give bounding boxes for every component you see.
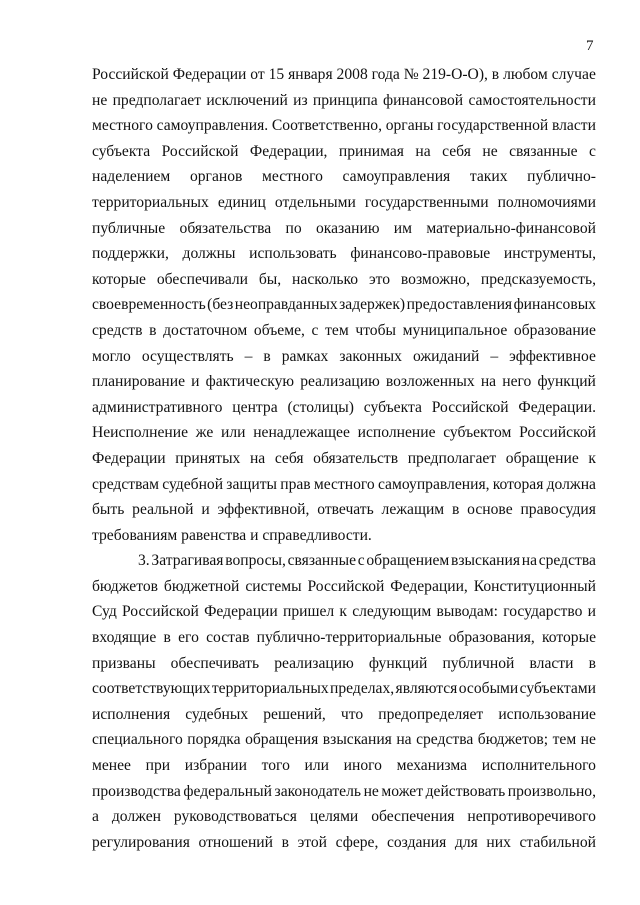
word: любом [503,66,548,83]
word: предсказуемость, [480,270,596,288]
word: средства [416,731,474,749]
word: должен [111,808,161,826]
word: на [415,142,431,160]
text-line [92,369,596,395]
word: этой [297,833,328,851]
word: оказанию [315,219,380,237]
word: субъекта [363,398,422,416]
word: материально-финансовой [426,219,596,237]
word: рамках [281,347,329,365]
word: законодатель [274,782,361,800]
word: – [244,347,253,365]
word: решений, [263,705,326,723]
word: государственными [364,193,489,211]
word: стабильной [519,833,596,851]
word: менее [92,757,131,775]
word: 2008 [336,66,368,83]
word: не [482,142,498,160]
text-line [92,344,596,370]
word: призваны [92,654,156,672]
text-line [92,779,596,805]
word: образования, [448,629,535,647]
word: инструменты, [503,245,596,263]
word: создания [386,833,447,851]
word: правосудия [520,501,596,519]
word: территориальных [211,680,329,698]
word: 3. [138,552,150,570]
word: обеспечивали [156,270,249,288]
word: фактическую [205,373,295,391]
word: к [588,449,596,467]
word: использовать [249,245,337,263]
word: финансовой [382,91,464,109]
word: в [451,501,460,519]
word: состав [206,629,250,647]
word: для [454,833,478,851]
word: исключений [206,91,288,109]
word: власти [551,117,596,135]
word: обеспечения [371,808,455,826]
body-text [92,62,596,855]
word: 219-О-О), [422,66,488,83]
word: задержек) [339,296,406,314]
word: связанные [287,552,357,570]
text-line [92,523,596,549]
word: отвечать [317,501,374,519]
word: из [293,91,308,109]
word: производства [92,782,181,800]
word: публичные [92,219,166,237]
word: 15 [268,66,285,83]
word: тем [552,731,577,749]
word: являются [395,680,458,698]
word: принятых [175,449,241,467]
word: на [249,449,266,467]
word: же [195,424,214,442]
word: с [311,321,319,339]
text-line [92,113,596,139]
word: случае [551,66,596,83]
word: должны [182,245,236,263]
text-line [92,292,596,318]
text-line [92,318,596,344]
word: с [588,142,596,160]
word: территориальных [92,193,209,211]
word: Федерации [172,66,247,83]
word: бы, [258,270,282,288]
page-number: 7 [586,38,594,54]
word: органов [189,168,243,186]
word: Федерации, [249,142,328,160]
word: наделением [92,168,171,186]
word: года [371,66,400,83]
word: в [263,347,271,365]
word: должна [546,475,596,493]
word: Федерации. [518,398,596,416]
word: вопросы, [225,552,286,570]
word: соответствующих [92,680,211,698]
word: Российской [122,603,199,621]
word: лежащим [381,501,445,519]
word: следующим [352,603,432,621]
word: местного [262,168,323,186]
word: субъекта [92,142,151,160]
text-line [92,267,596,293]
word: – [490,347,499,365]
word: системы [245,577,302,595]
word: использование [498,705,596,723]
word: и [587,603,596,621]
word: средствам [92,475,160,493]
word: целями [309,808,359,826]
word: на [521,552,537,570]
word: отношений [198,833,273,851]
word: тем [325,321,349,339]
word: быть [92,501,125,519]
word: которые [92,270,146,288]
word: достаточном [163,321,248,339]
word: по [285,219,302,237]
word: законных [339,347,402,365]
word: реализацию [274,654,354,672]
word: Конституционный [473,577,596,595]
word: порядка [187,731,241,749]
word: принимая [338,142,404,160]
word: января [288,66,333,83]
text-line [92,651,596,677]
word: что [340,705,364,723]
word: неоправданных [234,296,338,314]
word: эффективное [509,347,596,365]
text-line [92,216,596,242]
word: таких [469,168,508,186]
word: обращением [366,552,450,570]
word: взыскания [450,552,520,570]
text-line [92,548,596,574]
word: и [191,373,200,391]
word: Российской [92,66,169,83]
text-line [92,164,596,190]
word: своевременность [92,296,206,314]
word: обеспечивать [170,654,260,672]
text-line [92,446,596,472]
word: предполагает [112,91,202,109]
word: к [339,603,347,621]
word: ненадлежащее [253,424,350,442]
word: эффективной, [217,501,310,519]
word: функций [368,654,428,672]
text-line [92,830,596,856]
word: исполнение [357,424,436,442]
word: Российской [519,424,596,442]
word: не [363,782,379,800]
word: судебной [162,475,224,493]
word: него [502,373,532,391]
word: пришел [282,603,335,621]
word: осуществлять [141,347,234,365]
word: и [201,501,210,519]
text-line [92,472,596,498]
word: самоуправления [342,168,451,186]
word: образование [513,321,596,339]
text-line [92,420,596,446]
word: произвольно, [507,782,596,800]
word: это [368,270,391,288]
word: возложенных [385,373,475,391]
word: не [580,731,596,749]
word: публично- [527,168,596,186]
text-line [92,702,596,728]
word: центра [232,398,278,416]
word: государство [503,603,583,621]
word: того [261,757,290,775]
word: публично-территориальные [256,629,442,647]
word: единиц [217,193,266,211]
word: субъектом [443,424,512,442]
word: непротиворечивого [467,808,596,826]
word: входящие [92,629,157,647]
word: руководствоваться [173,808,297,826]
word: поддержки, [92,245,169,263]
text-line [92,497,596,523]
word: исполнения [92,705,171,723]
word: предоставления [406,296,513,314]
word: (столицы) [287,398,354,416]
word: самоуправления. [156,117,269,135]
word: средства [538,552,596,570]
text-line [92,625,596,651]
word: самостоятельности [468,91,596,109]
word: насколько [292,270,359,288]
word: субъектами [519,680,596,698]
word: федеральный [183,782,272,800]
word: обязательств [313,449,399,467]
text-line [92,62,596,88]
text-line [92,241,596,267]
word: не [92,91,108,109]
word: бюджетной [163,577,240,595]
word: бюджетов [92,577,158,595]
text-line [92,804,596,830]
word: чтобы [355,321,397,339]
word: (без [207,296,234,314]
word: предопределяет [378,705,484,723]
word: может [381,782,424,800]
word: возможно, [400,270,471,288]
word: в [281,833,289,851]
text-line [92,395,596,421]
word: защиты [226,475,278,493]
word: в [149,321,157,339]
word: которая [492,475,544,493]
word: или [304,757,330,775]
word: прав [280,475,311,493]
word: Суд [92,603,117,621]
word: Российской [307,577,385,595]
word: основе [467,501,513,519]
word: финансово-правовые [350,245,491,263]
word: исполнительного [481,757,596,775]
word: государственной [437,117,549,135]
word: в [163,629,171,647]
word: объеме, [253,321,305,339]
word: которые [542,629,596,647]
word: могло [92,347,131,365]
word: в [588,654,596,672]
text-line [92,753,596,779]
text-line [92,190,596,216]
word: них [486,833,511,851]
word: местного [92,117,153,135]
word: Российской [431,398,509,416]
word: обращения [245,731,319,749]
word: выводам: [436,603,498,621]
word: а [92,808,99,826]
word: муниципальное [402,321,508,339]
text-line [92,574,596,600]
word: Российской [161,142,239,160]
word: самоуправления, [377,475,490,493]
word: обязательства [179,219,272,237]
word: полномочиями [497,193,596,211]
word: механизма [396,757,468,775]
word: реальной [132,501,194,519]
word: регулирования [92,833,190,851]
word: сфере, [335,833,379,851]
word: обращение [505,449,579,467]
word: избрании [184,757,247,775]
word: особыми [458,680,519,698]
word: на [480,373,497,391]
word: себя [442,142,471,160]
word: публичной [442,654,515,672]
word: пределах, [330,680,395,698]
word: планирование [92,373,186,391]
word: Федерации [204,603,278,621]
word: Соответственно, [271,117,382,135]
word: требованиям равенства и справедливости. [92,526,372,544]
word: на [396,731,412,749]
word: специального [92,731,183,749]
word: Федерации [92,449,166,467]
word: предполагает [407,449,497,467]
word: Неисполнение [92,424,189,442]
word: или [220,424,246,442]
word: ожиданий [412,347,480,365]
word: иного [343,757,382,775]
word: в [491,66,500,83]
word: власти [529,654,574,672]
text-line [92,139,596,165]
word: местного [313,475,375,493]
word: им [393,219,413,237]
word: отдельными [274,193,356,211]
text-line [92,676,596,702]
word: № [403,66,419,83]
word: бюджетов; [477,731,549,749]
word: с [357,552,365,570]
word: принципа [312,91,378,109]
word: себя [274,449,304,467]
word: средств [92,321,143,339]
text-line [92,727,596,753]
word: административного [92,398,223,416]
word: при [145,757,171,775]
word: действовать [425,782,506,800]
word: взыскания [322,731,392,749]
word: Федерации, [390,577,468,595]
word: Затрагивая [151,552,224,570]
word: от [250,66,265,83]
text-line [92,599,596,625]
text-line [92,88,596,114]
word: реализацию [300,373,380,391]
word: функций [537,373,596,391]
word: финансовых [513,296,596,314]
word: связанные [509,142,578,160]
word: его [178,629,199,647]
word: судебных [185,705,249,723]
word: органы [385,117,434,135]
